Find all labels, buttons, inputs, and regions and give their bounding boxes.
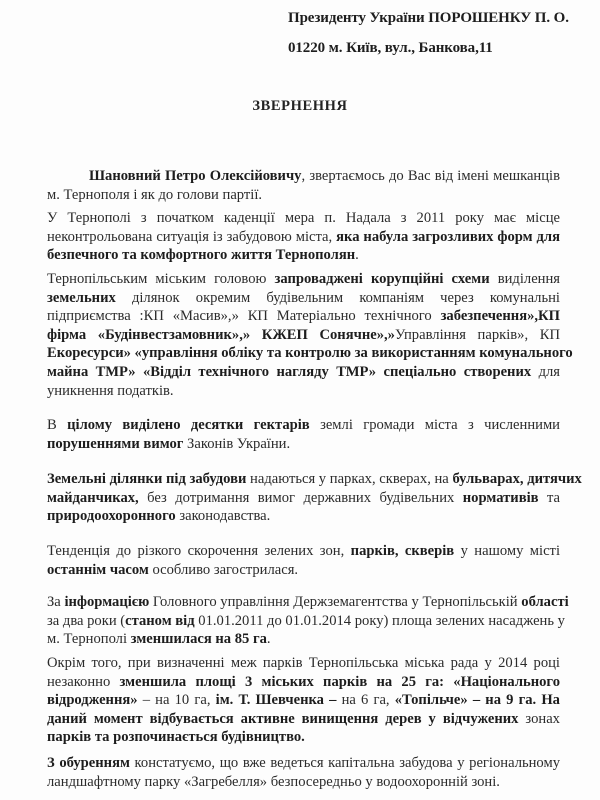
paragraph-greeting (47, 167, 560, 204)
text-segment: . (266, 631, 271, 648)
bold-text: земельних (47, 289, 116, 306)
text-line (47, 612, 565, 631)
text-line (47, 728, 560, 747)
text-line (47, 344, 573, 363)
bold-text: З обуренням (47, 755, 130, 771)
text-segment: м. Тернополя і як до голови партії. (47, 186, 263, 203)
bold-text: «Топільче» – на 9 га. На (394, 692, 560, 709)
bold-text: даний момент відбувається активне винищення дерев у відчужених (47, 710, 519, 727)
text-segment: неконтрольована ситуація із забудовою міста, (47, 228, 337, 245)
paragraph-construction (47, 754, 560, 791)
paragraph-land-allocated (47, 416, 560, 453)
text-segment: виділення (489, 271, 560, 287)
document-title: ЗВЕРНЕННЯ (252, 98, 348, 114)
text-segment: , звертаємось до Вас від імені мешканців (301, 168, 560, 184)
bold-text: цілому виділено десятки гектарів (67, 417, 310, 433)
bold-text: зменшилася на 85 га (130, 631, 267, 648)
recipient-name: Президенту України ПОРОШЕНКУ П. О. (288, 10, 569, 26)
bold-text: природоохоронного (47, 508, 176, 525)
bold-text: парків, скверів (350, 543, 455, 559)
bold-text: Земельні ділянки під забудови (47, 471, 247, 487)
text-segment: Управління парків», КП (394, 326, 560, 343)
text-line (47, 470, 582, 489)
text-segment: Тернопільським міським головою (47, 271, 275, 287)
text-line (47, 167, 560, 186)
text-line (47, 326, 560, 345)
text-line (47, 630, 560, 649)
bold-text: області (521, 594, 569, 610)
text-segment: та (538, 489, 560, 506)
text-segment: у нашому місті (454, 543, 560, 559)
text-line (47, 382, 560, 401)
text-segment: землі громади міста з численними (309, 417, 560, 433)
bold-text: безпечного та комфортного життя Тернополян (47, 247, 356, 264)
paragraph-land-plots (47, 470, 582, 526)
bold-text: майданчиках, (47, 489, 139, 506)
bold-text: станом від (125, 612, 195, 629)
bold-text: Екоресурси» «управління обліку та контролю за використанням комунального (47, 345, 573, 362)
text-line (47, 593, 569, 612)
text-segment: на 6 га, (336, 692, 395, 709)
text-line (47, 307, 560, 326)
text-line (47, 673, 560, 692)
text-line (47, 561, 560, 580)
text-segment: надаються у парках, скверах, на (246, 471, 453, 487)
bold-text: запроваджені корупційні схеми (274, 271, 490, 287)
text-line (47, 654, 560, 673)
text-segment: незаконно (47, 673, 120, 690)
text-line (47, 691, 560, 710)
text-segment: ландшафтному парку «Загребелля» безпосередньо у водоохоронній зоні. (47, 773, 500, 790)
bold-text: забезпечення»,КП (440, 308, 560, 325)
bold-text: зменшила площі 3 міських парків на 25 га: «Національного (119, 673, 560, 690)
text-segment: – на 10 га, (137, 692, 216, 709)
paragraph-trend (47, 542, 560, 579)
bold-text: бульварах, дитячих (452, 471, 582, 487)
bold-text: ім. Т. Шевченка – (215, 692, 337, 709)
paragraph-statistics (47, 593, 569, 649)
text-line (47, 416, 560, 435)
bold-text: нормативів (462, 489, 539, 506)
text-line (47, 228, 560, 247)
text-segment: За (47, 594, 65, 610)
text-segment: В (47, 417, 68, 433)
bold-text: майна ТМР» «Відділ технічного нагляду ТМР» спеціально створених (47, 363, 532, 380)
paragraph-situation (47, 209, 560, 265)
bold-text: відродження» (47, 692, 138, 709)
text-line (47, 289, 560, 308)
text-line (47, 773, 560, 792)
text-segment: для (531, 363, 560, 380)
text-segment: м. Тернополі (47, 631, 131, 648)
text-line (47, 363, 560, 382)
text-line (47, 507, 560, 526)
text-line (47, 489, 560, 508)
bold-text: останнім часом (47, 561, 149, 578)
text-line (47, 246, 560, 265)
text-line (47, 270, 560, 289)
text-line (47, 710, 560, 729)
text-segment: особливо загострилася. (148, 561, 299, 578)
text-segment: констатуємо, що вже ведеться капітальна забудова у регіональному (129, 755, 560, 771)
text-line (47, 435, 560, 454)
text-line (47, 186, 560, 205)
paragraph-parks-reduction (47, 654, 560, 747)
text-segment: Законів України. (183, 435, 291, 452)
text-segment: за два роки ( (47, 612, 126, 629)
text-line (47, 542, 560, 561)
bold-text: Шановний Петро Олексійовичу (89, 168, 302, 184)
text-segment: уникнення податків. (47, 382, 174, 399)
text-line (47, 754, 560, 773)
recipient-address: 01220 м. Київ, вул., Банкова,11 (288, 40, 493, 56)
paragraph-corruption-schemes (47, 270, 573, 400)
text-segment: У Тернополі з початком каденції мера п. Надала з 2011 року має місце (47, 210, 560, 226)
bold-text: яка набула загрозливих форм для (336, 228, 560, 245)
text-segment: Окрім того, при визначенні меж парків Тернопільська міська рада у 2014 році (47, 655, 560, 671)
text-segment: . (355, 247, 359, 264)
text-segment: 01.01.2011 до 01.01.2014 року) площа зелених насаджень у (194, 612, 565, 629)
text-line (47, 209, 560, 228)
text-segment: Головного управління Держземагентства у Тернопільській (149, 594, 522, 610)
bold-text: інформацією (64, 594, 150, 610)
text-segment: законодавства. (175, 508, 271, 525)
text-segment: ділянок окремим будівельним компаніям через комунальні (115, 289, 560, 306)
text-segment: Тенденція до різкого скорочення зелених зон, (47, 543, 351, 559)
text-segment: підприємства :КП «Масив»,» КП Матеріально технічного (47, 308, 441, 325)
bold-text: фірма «Будінвестзамовник»,» КЖЕП Сонячне»,» (47, 326, 395, 343)
bold-text: парків та розпочинається будівництво. (47, 729, 305, 746)
text-segment: без дотримання вимог державних будівельних (138, 489, 463, 506)
text-segment: зонах (518, 710, 560, 727)
bold-text: порушеннями вимог (47, 435, 184, 452)
